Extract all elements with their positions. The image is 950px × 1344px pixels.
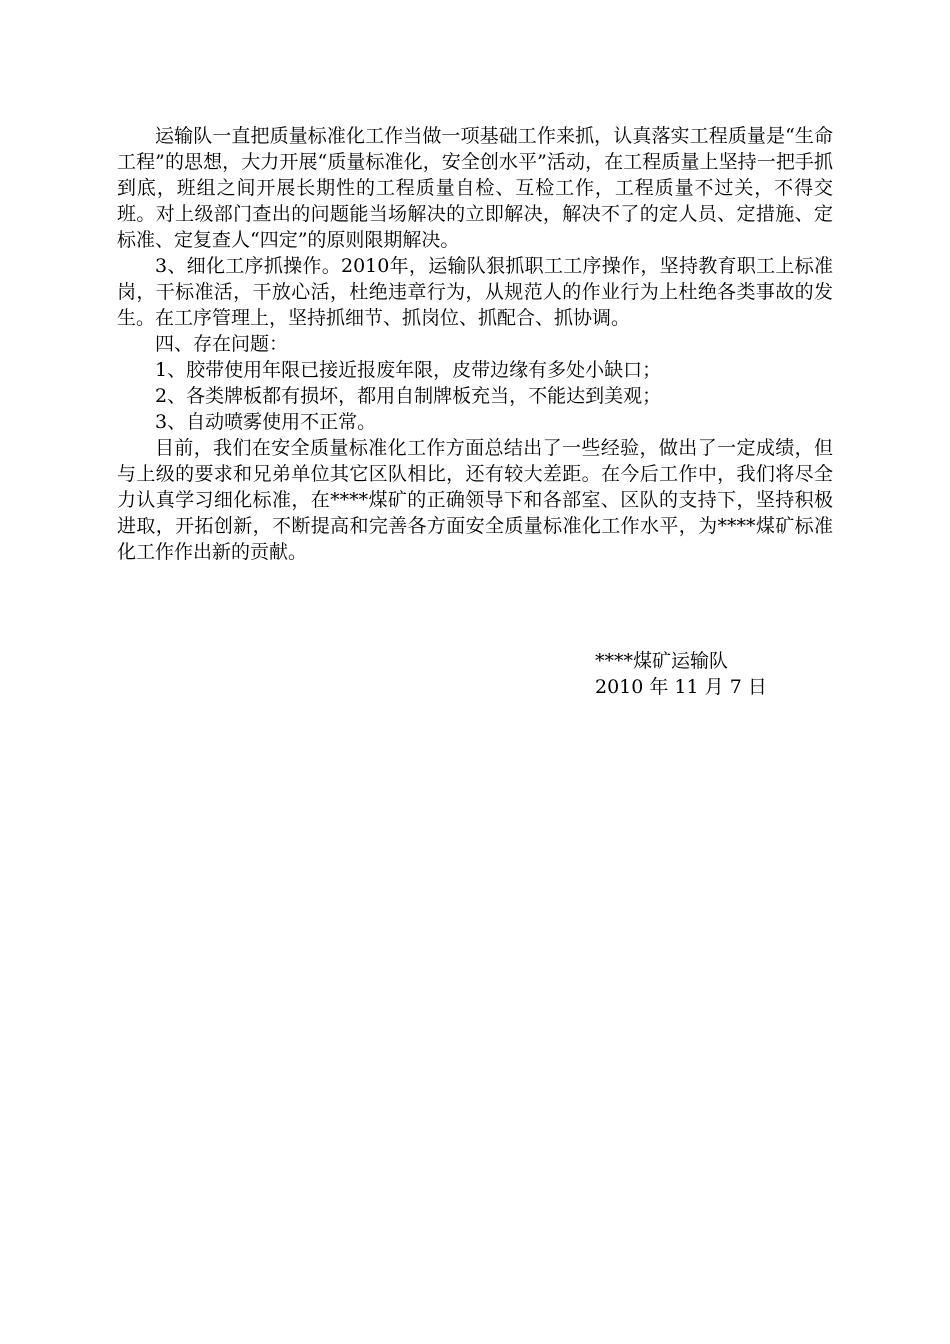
document-body (117, 123, 833, 565)
paragraph-conclusion: 目前，我们在安全质量标准化工作方面总结出了一些经验，做出了一定成绩，但与上级的要求和兄弟单位其它区队相比，还有较大差距。在今后工作中，我们将尽全力认真学习细化标准，在****煤矿的正确领导下和各部室、区队的支持下，坚持积极进取，开拓创新，不断提高和完善各方面安全质量标准化工作水平，为****煤矿标准化工作作出新的贡献。 (117, 437, 833, 563)
paragraph-process-operation: 3、细化工序抓操作。2010年，运输队狠抓职工工序操作，坚持教育职工上标准岗，干标准活，干放心活，杜绝违章行为，从规范人的作业行为上杜绝各类事故的发生。在工序管理上，坚持抓细节、抓岗位、抓配合、抓协调。 (117, 255, 833, 329)
signature-block (595, 648, 767, 700)
problem-item-2: 2、各类牌板都有损坏，都用自制牌板充当，不能达到美观； (155, 385, 662, 407)
problem-item-3: 3、自动喷雾使用不正常。 (155, 411, 377, 433)
section-heading-problems: 四、存在问题： (155, 333, 289, 355)
signature-organization: ****煤矿运输队 (595, 650, 729, 672)
signature-date: 2010 年 11 月 7 日 (595, 676, 767, 698)
paragraph-quality-work: 运输队一直把质量标准化工作当做一项基础工作来抓，认真落实工程质量是“生命工程”的思想，大力开展“质量标准化，安全创水平”活动，在工程质量上坚持一把手抓到底，班组之间开展长期性的工程质量自检、互检工作，工程质量不过关，不得交班。对上级部门查出的问题能当场解决的立即解决，解决不了的定人员、定措施、定标准、定复查人“四定”的原则限期解决。 (117, 125, 833, 251)
problem-item-1: 1、胶带使用年限已接近报废年限，皮带边缘有多处小缺口； (155, 359, 662, 381)
